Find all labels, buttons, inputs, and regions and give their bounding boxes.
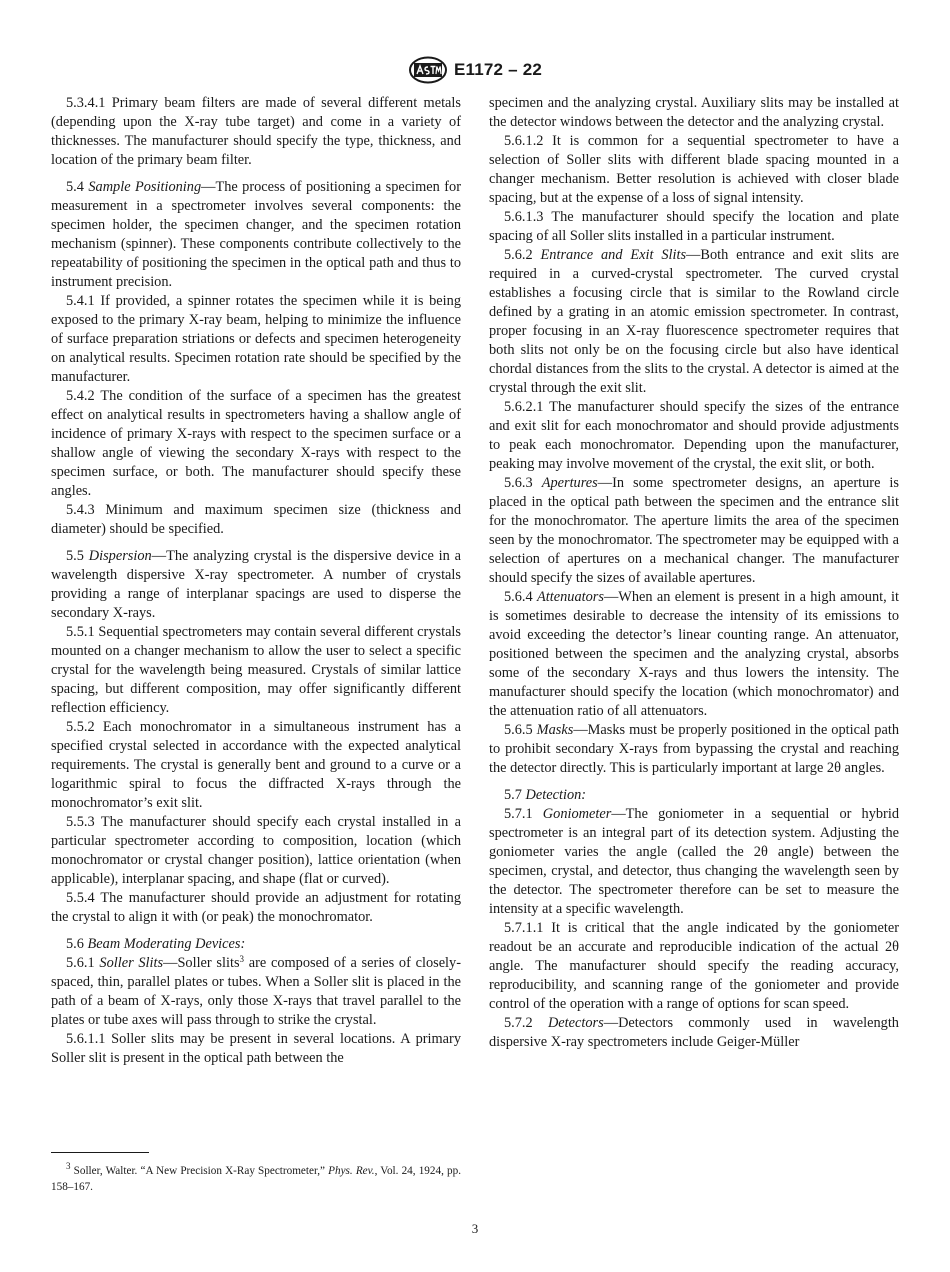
- paragraph-continuation: specimen and the analyzing crystal. Auxiliary slits may be installed at the detector windows between the detector and the analyzing crystal.: [489, 95, 899, 130]
- section-number: 5.6.1: [66, 955, 95, 971]
- section-text: —The analyzing crystal is the dispersive device in a wavelength dispersive X-ray spectrometer. A number of crystals providing a range of interplanar spacings are used to disperse the secondary X-rays.: [51, 548, 461, 621]
- paragraph-5-6-1-2: 5.6.1.2 It is common for a sequential spectrometer to have a selection of Soller slits with different blade spacing mounted in a changer mechanism. Better resolution is achieved with closer blade spacing, but at the expense of a loss of signal intensity.: [489, 133, 899, 206]
- section-title: Apertures: [541, 475, 598, 491]
- section-title: Dispersion: [88, 548, 152, 564]
- section-title: Detection:: [525, 787, 587, 803]
- section-5-7-2: [489, 1014, 899, 1052]
- page-number: 3: [471, 1221, 479, 1236]
- section-number: 5.7.1: [504, 806, 533, 822]
- paragraph-5-3-4-1: 5.3.4.1 Primary beam filters are made of several different metals (depending upon the X-ray tube target) and come in a variety of thicknesses. The manufacturer should specify the type, thickness, and location of the primary beam filter.: [51, 95, 461, 168]
- footnote-divider: [51, 1152, 149, 1153]
- paragraph-5-4-1: 5.4.1 If provided, a spinner rotates the specimen while it is being exposed to the primary X-ray beam, helping to minimize the influence of surface preparation striations or defects and specimen heterogeneity on analytical results. Specimen rotation rate should be specified by the manufacturer.: [51, 293, 461, 385]
- paragraph-5-4-2: 5.4.2 The condition of the surface of a specimen has the greatest effect on analytical results in spectrometers having a shallow angle of incidence of primary X-rays with respect to the specimen surface or a shallow angle of viewing the secondary X-rays with respect to the specimen surface, or both. The manufacturer should specify these angles.: [51, 388, 461, 499]
- paragraph-5-6-2-1: 5.6.2.1 The manufacturer should specify the sizes of the entrance and exit slit for each monochromator and should provide adjustments to peak each monochromator. Depending upon the manufacturer, peaking may involve movement of the crystal, the exit slit, or both.: [489, 399, 899, 472]
- left-column: [51, 94, 461, 1068]
- section-number: 5.6.3: [504, 475, 533, 491]
- section-title: Attenuators: [537, 589, 604, 605]
- astm-logo: [408, 56, 448, 84]
- section-text: —Masks must be properly positioned in the optical path to prohibit secondary X-rays from bypassing the crystal and reaching the detector directly. This is particularly important at large 2θ angles.: [489, 722, 899, 776]
- section-title: Masks: [536, 722, 574, 738]
- page-header: [0, 56, 950, 84]
- paragraph-5-6-1-1: 5.6.1.1 Soller slits may be present in several locations. A primary Soller slit is present in the optical path between the: [51, 1031, 461, 1066]
- section-5-5: [51, 547, 461, 623]
- section-title: Soller Slits: [99, 955, 164, 971]
- section-text: are composed of a series of closely-spaced, thin, parallel plates or tubes. When a Soller slit is placed in the path of a beam of X-rays, only those X-rays that travel parallel to the plates or tube axes will pass through to strike the crystal.: [51, 955, 461, 1028]
- section-text: —Detectors commonly used in wavelength dispersive X-ray spectrometers include Geiger-Müller: [489, 1015, 899, 1050]
- footnote-3: [51, 1163, 461, 1195]
- section-text: —The goniometer in a sequential or hybrid spectrometer is an integral part of its detection system. Adjusting the goniometer varies the angle (called the 2θ angle) between the specimen, crystal, and detector, thus changing the wavelength seen by the detector. The spectrometer therefore can be set to measure the intensity at a specific wavelength.: [489, 806, 899, 917]
- section-text: —Soller slits: [163, 955, 240, 971]
- section-5-6-3: [489, 474, 899, 588]
- section-5-7-1: [489, 805, 899, 919]
- paragraph-5-5-3: 5.5.3 The manufacturer should specify each crystal installed in a particular spectrometer according to composition, location (which monochromator or crystal changer position), lattice orientation (when applicable), interplanar spacing, and shape (flat or curved).: [51, 814, 461, 887]
- paragraph-5-6-1-3: 5.6.1.3 The manufacturer should specify the location and plate spacing of all Soller slits installed in a particular instrument.: [489, 209, 899, 244]
- paragraph-5-4-3: 5.4.3 Minimum and maximum specimen size (thickness and diameter) should be specified.: [51, 502, 461, 537]
- section-number: 5.6.2: [504, 247, 533, 263]
- section-number: 5.6.4: [504, 589, 533, 605]
- section-number: 5.5: [66, 548, 84, 564]
- section-5-6-4: [489, 588, 899, 721]
- section-text: —The process of positioning a specimen for measurement in a spectrometer involves several components: the specimen holder, the specimen changer, and the specimen rotation mechanism (spinner). These components contribute collectively to the repeatability of positioning the specimen in the optical path and thus to instrument precision.: [51, 179, 461, 290]
- section-5-4: [51, 178, 461, 292]
- footnote-text: , Vol. 24, 1924, pp. 158–167.: [51, 1165, 461, 1193]
- section-text: —When an element is present in a high amount, it is sometimes desirable to decrease the intensity of its emissions to avoid exceeding the detector’s linear counting range. An attenuator, positioned between the specimen and the analyzing crystal, absorbs some of the secondary X-rays and thus lowers the intensity. The manufacturer should specify the location (which monochromator) and the attenuation ratio of all attenuators.: [489, 589, 899, 719]
- section-title: Beam Moderating Devices:: [87, 936, 246, 952]
- section-number: 5.4: [66, 179, 84, 195]
- section-number: 5.6: [66, 936, 84, 952]
- section-text: —Both entrance and exit slits are required in a curved-crystal spectrometer. The curved crystal establishes a focusing circle that is similar to the Rowland circle defined by a grating in an atomic emission spectrometer. In contrast, proper focusing in an X-ray fluorescence spectrometer requires that both slits not only be on the focusing circle but also have identical chordal distances from the slits to the crystal. A detector is aimed at the crystal through the exit slit.: [489, 247, 899, 396]
- section-5-6-1: [51, 954, 461, 1030]
- section-title: Sample Positioning: [88, 179, 202, 195]
- section-5-7: [489, 786, 899, 805]
- section-title: Entrance and Exit Slits: [540, 247, 687, 263]
- paragraph-5-5-4: 5.5.4 The manufacturer should provide an adjustment for rotating the crystal to align it with (or peak) the monochromator.: [51, 890, 461, 925]
- footnote-marker: 3: [66, 1161, 71, 1171]
- document-designation: E1172 – 22: [453, 60, 543, 79]
- paragraph-5-5-1: 5.5.1 Sequential spectrometers may contain several different crystals mounted on a changer mechanism to allow the user to select a specific crystal for the wavelength being measured. Crystals of similar lattice spacing, but different composition, may offer significantly different reflection efficiency.: [51, 624, 461, 716]
- section-number: 5.6.5: [504, 722, 533, 738]
- section-number: 5.7: [504, 787, 522, 803]
- paragraph-5-5-2: 5.5.2 Each monochromator in a simultaneous instrument has a specified crystal selected in accordance with the expected analytical requirements. The crystal is generally bent and ground to a curve or a logarithmic spiral to focus the diffracted X-rays through the monochromator’s exit slit.: [51, 719, 461, 811]
- section-5-6: [51, 935, 461, 954]
- section-5-6-2: [489, 246, 899, 398]
- paragraph-5-7-1-1: 5.7.1.1 It is critical that the angle indicated by the goniometer readout be an accurate and reproducible indication of the actual 2θ angle. The manufacturer should specify the reading accuracy, reproducibility, and scanning range of the goniometer and provide control of the operation with a range of options for scan speed.: [489, 920, 899, 1012]
- section-text: —In some spectrometer designs, an aperture is placed in the optical path between the specimen and the entrance slit for the monochromator. The aperture limits the area of the specimen seen by the monochromator. The spectrometer may be equipped with a selection of apertures on a mechanical changer. The manufacturer should specify the sizes of available apertures.: [489, 475, 899, 586]
- right-column: [489, 94, 899, 1052]
- footnote-reference[interactable]: 3: [239, 954, 245, 964]
- footnote-text: Soller, Walter. “A New Precision X-Ray Spectrometer,”: [70, 1165, 329, 1177]
- journal-name: Phys. Rev.: [328, 1165, 375, 1177]
- section-title: Detectors: [547, 1015, 604, 1031]
- section-5-6-5: [489, 721, 899, 778]
- section-number: 5.7.2: [504, 1015, 533, 1031]
- section-title: Goniometer: [542, 806, 612, 822]
